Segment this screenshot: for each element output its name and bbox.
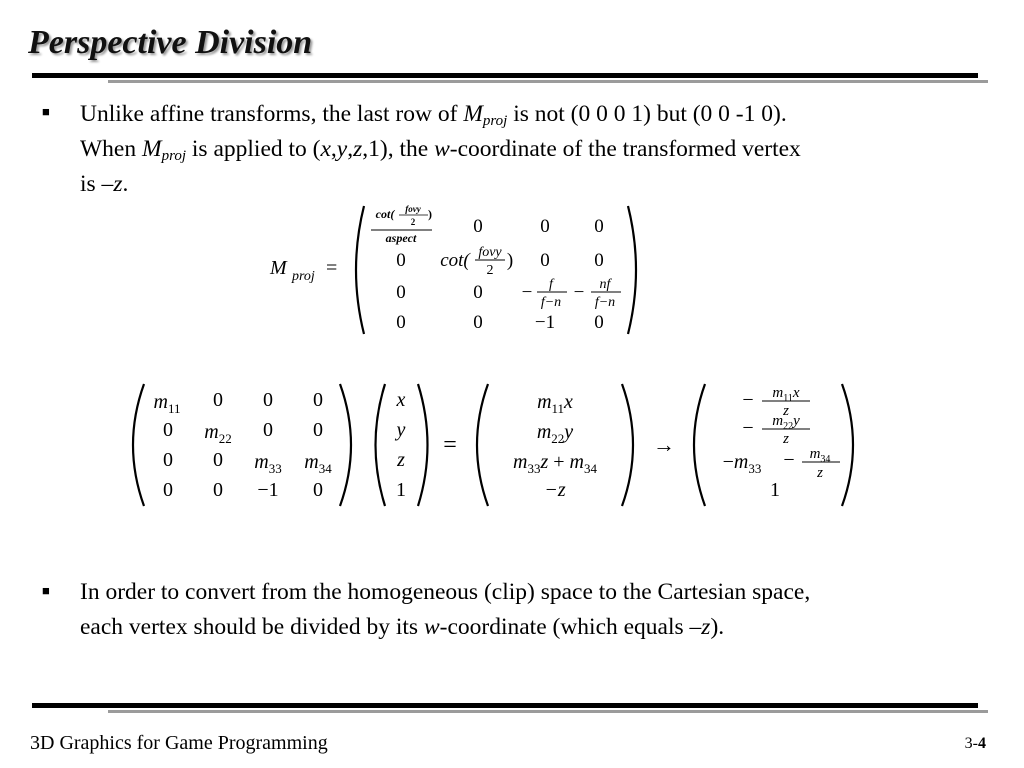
svg-text:fovy: fovy [478,245,502,260]
svg-text:2: 2 [410,217,416,227]
svg-text:x: x [396,389,406,411]
svg-text:aspect: aspect [385,231,417,245]
svg-text:−: − [573,282,585,303]
bullet-1-line-3: is –z. [80,171,129,197]
bullet-1-line-2: When $M_{proj}$ is applied to (x,y,z,1), the w-coordinate of the transformed vertex [80,136,801,164]
bullet-marker-2: ■ [42,583,50,598]
svg-text:m34: $m_{34}$ [304,451,332,476]
footer-page-number: 3-4 [964,735,986,752]
svg-text:−: − [742,389,754,411]
bottom-rule [32,703,978,708]
svg-text:z: z [397,449,405,471]
svg-text:0: 0 [396,250,406,271]
svg-text:→: → [653,432,675,457]
svg-text:fovy: fovy [405,204,421,214]
svg-text:cot(: cot( [375,207,395,221]
svg-text:0: 0 [594,216,604,237]
svg-text:0: 0 [213,449,223,471]
svg-text:0: 0 [473,312,483,333]
svg-text:y: y [396,419,406,441]
svg-text:2: 2 [486,263,494,278]
svg-text:nf: nf [599,277,611,292]
svg-text:): ) [428,207,432,221]
svg-text:0: 0 [263,419,273,441]
svg-text:f: f [549,277,553,292]
svg-text:m11x: $m_{11}x$ [537,391,573,416]
svg-text:0: 0 [313,419,323,441]
svg-text:m22y: $m_{22}y$ [536,421,574,446]
footer-course-title: 3D Graphics for Game Programming [30,732,328,754]
svg-text:): ) [506,250,514,271]
svg-text:−: − [521,282,533,303]
svg-text:0: 0 [213,479,223,501]
slide-title: Perspective Division [28,24,313,61]
bullet-2-line-2: each vertex should be divided by its w-coordinate (which equals –z). [80,614,725,640]
svg-text:−: − [742,417,754,439]
svg-text:proj: proj [292,269,315,284]
svg-text:z: z [817,465,823,481]
bottom-rule-shadow [108,710,988,713]
svg-text:1: 1 [396,479,406,501]
bullet-2-line-1: In order to convert from the homogeneous (clip) space to the Cartesian space, [80,579,811,605]
svg-text:−1: −1 [534,312,556,333]
svg-text:m22: $m_{22}$ [204,421,232,446]
bullet-marker-1: ■ [42,104,50,119]
svg-text:=: = [326,257,338,279]
svg-text:z: z [783,403,789,419]
svg-text:0: 0 [163,449,173,471]
svg-text:0: 0 [263,389,273,411]
svg-text:−: − [783,449,795,471]
svg-text:−1: −1 [257,479,279,501]
svg-text:=: = [443,432,457,458]
svg-text:0: 0 [163,479,173,501]
svg-text:0: 0 [213,389,223,411]
svg-text:0: 0 [396,312,406,333]
svg-text:−z: −z [544,479,566,501]
bullet-text-2 [80,575,980,645]
svg-text:m22y: $m_{22}y$ [772,413,800,432]
svg-text:m33: $m_{33}$ [254,451,282,476]
svg-text:m34: $m_{34}$ [809,446,831,465]
svg-text:m11x: $m_{11}x$ [772,385,800,404]
svg-text:0: 0 [313,389,323,411]
svg-text:1: 1 [770,479,780,501]
svg-text:0: 0 [396,282,406,303]
svg-text:z: z [783,431,789,447]
svg-text:0: 0 [473,216,483,237]
svg-text:0: 0 [594,312,604,333]
svg-text:0: 0 [313,479,323,501]
svg-text:0: 0 [163,419,173,441]
svg-text:cot(: cot( [440,250,470,271]
m11-entry: $m_{11}$ [153,391,181,416]
svg-text:0: 0 [540,250,550,271]
mproj-label: M [270,257,287,279]
svg-text:f−n: f−n [594,295,616,310]
svg-text:0: 0 [473,282,483,303]
svg-text:m33z + m34: $m_{33}z + m_{34}$ [513,451,597,476]
svg-text:f−n: f−n [540,295,562,310]
svg-text:−m33: $-m_{33}$ [722,451,762,476]
bullet-1-line-1: Unlike affine transforms, the last row of $M_{proj}$ is not (0 0 0 1) but (0 0 -1 0). [80,101,787,129]
svg-text:0: 0 [540,216,550,237]
svg-text:0: 0 [594,250,604,271]
